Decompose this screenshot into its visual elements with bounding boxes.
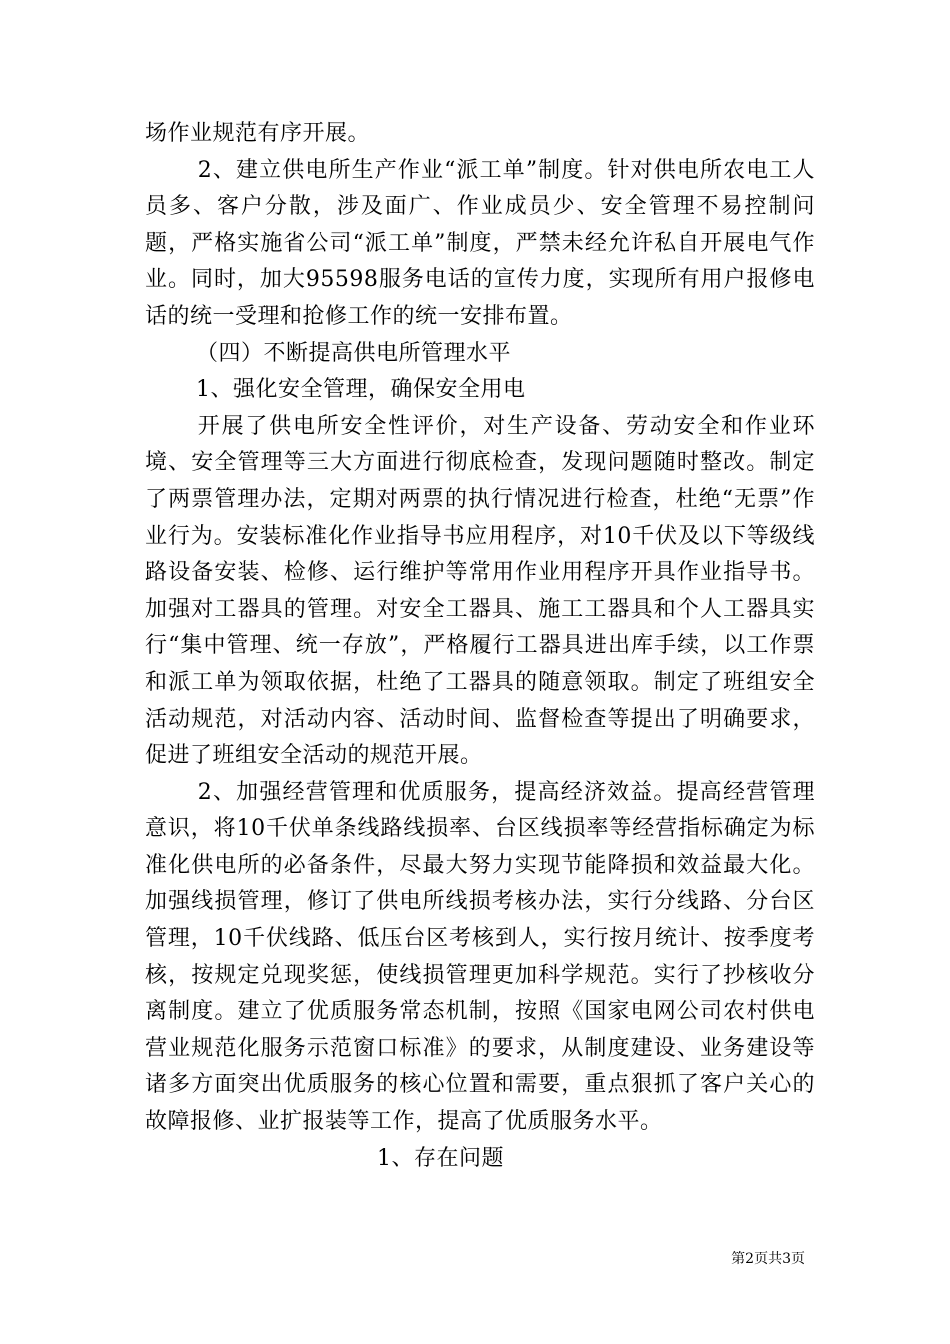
heading-existing-problems: 1、存在问题 (377, 1145, 504, 1171)
document-body (145, 116, 815, 1177)
subheading-safety: 1、强化安全管理，确保安全用电 (196, 377, 526, 403)
paragraph-safety-management: 开展了供电所安全性评价，对生产设备、劳动安全和作业环境、安全管理等三大方面进行彻底检查，发现问题随时整改。制定了两票管理办法，定期对两票的执行情况进行检查，杜绝“无票”作业行为。安装标准化作业指导书应用程序，对10千伏及以下等级线路设备安装、检修、运行维护等常用作业用程序开具作业指导书。加强对工器具的管理。对安全工器具、施工工器具和个人工器具实行“集中管理、统一存放”，严格履行工器具进出库手续，以工作票和派工单为领取依据，杜绝了工器具的随意领取。制定了班组安全活动规范，对活动内容、活动时间、监督检查等提出了明确要求，促进了班组安全活动的规范开展。 (145, 413, 815, 769)
page-number: 第2页共3页 (731, 1251, 805, 1267)
section-heading-management: （四）不断提高供电所管理水平 (196, 340, 512, 366)
paragraph-business-management: 2、加强经营管理和优质服务，提高经济效益。提高经营管理意识，将10千伏单条线路线损率、台区线损率等经营指标确定为标准化供电所的必备条件，尽最大努力实现节能降损和效益最大化。加强线损管理，修订了供电所线损考核办法，实行分线路、分台区管理，10千伏线路、低压台区考核到人，实行按月统计、按季度考核，按规定兑现奖惩，使线损管理更加科学规范。实行了抄核收分离制度。建立了优质服务常态机制，按照《国家电网公司农村供电营业规范化服务示范窗口标准》的要求，从制度建设、业务建设等诸多方面突出优质服务的核心位置和需要，重点狠抓了客户关心的故障报修、业扩报装等工作，提高了优质服务水平。 (145, 779, 815, 1135)
paragraph-dispatch-order: 2、建立供电所生产作业“派工单”制度。针对供电所农电工人员多、客户分散，涉及面广、作业成员少、安全管理不易控制问题，严格实施省公司“派工单”制度，严禁未经允许私自开展电气作业。同时，加大95598服务电话的宣传力度，实现所有用户报修电话的统一受理和抢修工作的统一安排布置。 (145, 157, 815, 329)
paragraph-continuation: 场作业规范有序开展。 (145, 121, 371, 146)
